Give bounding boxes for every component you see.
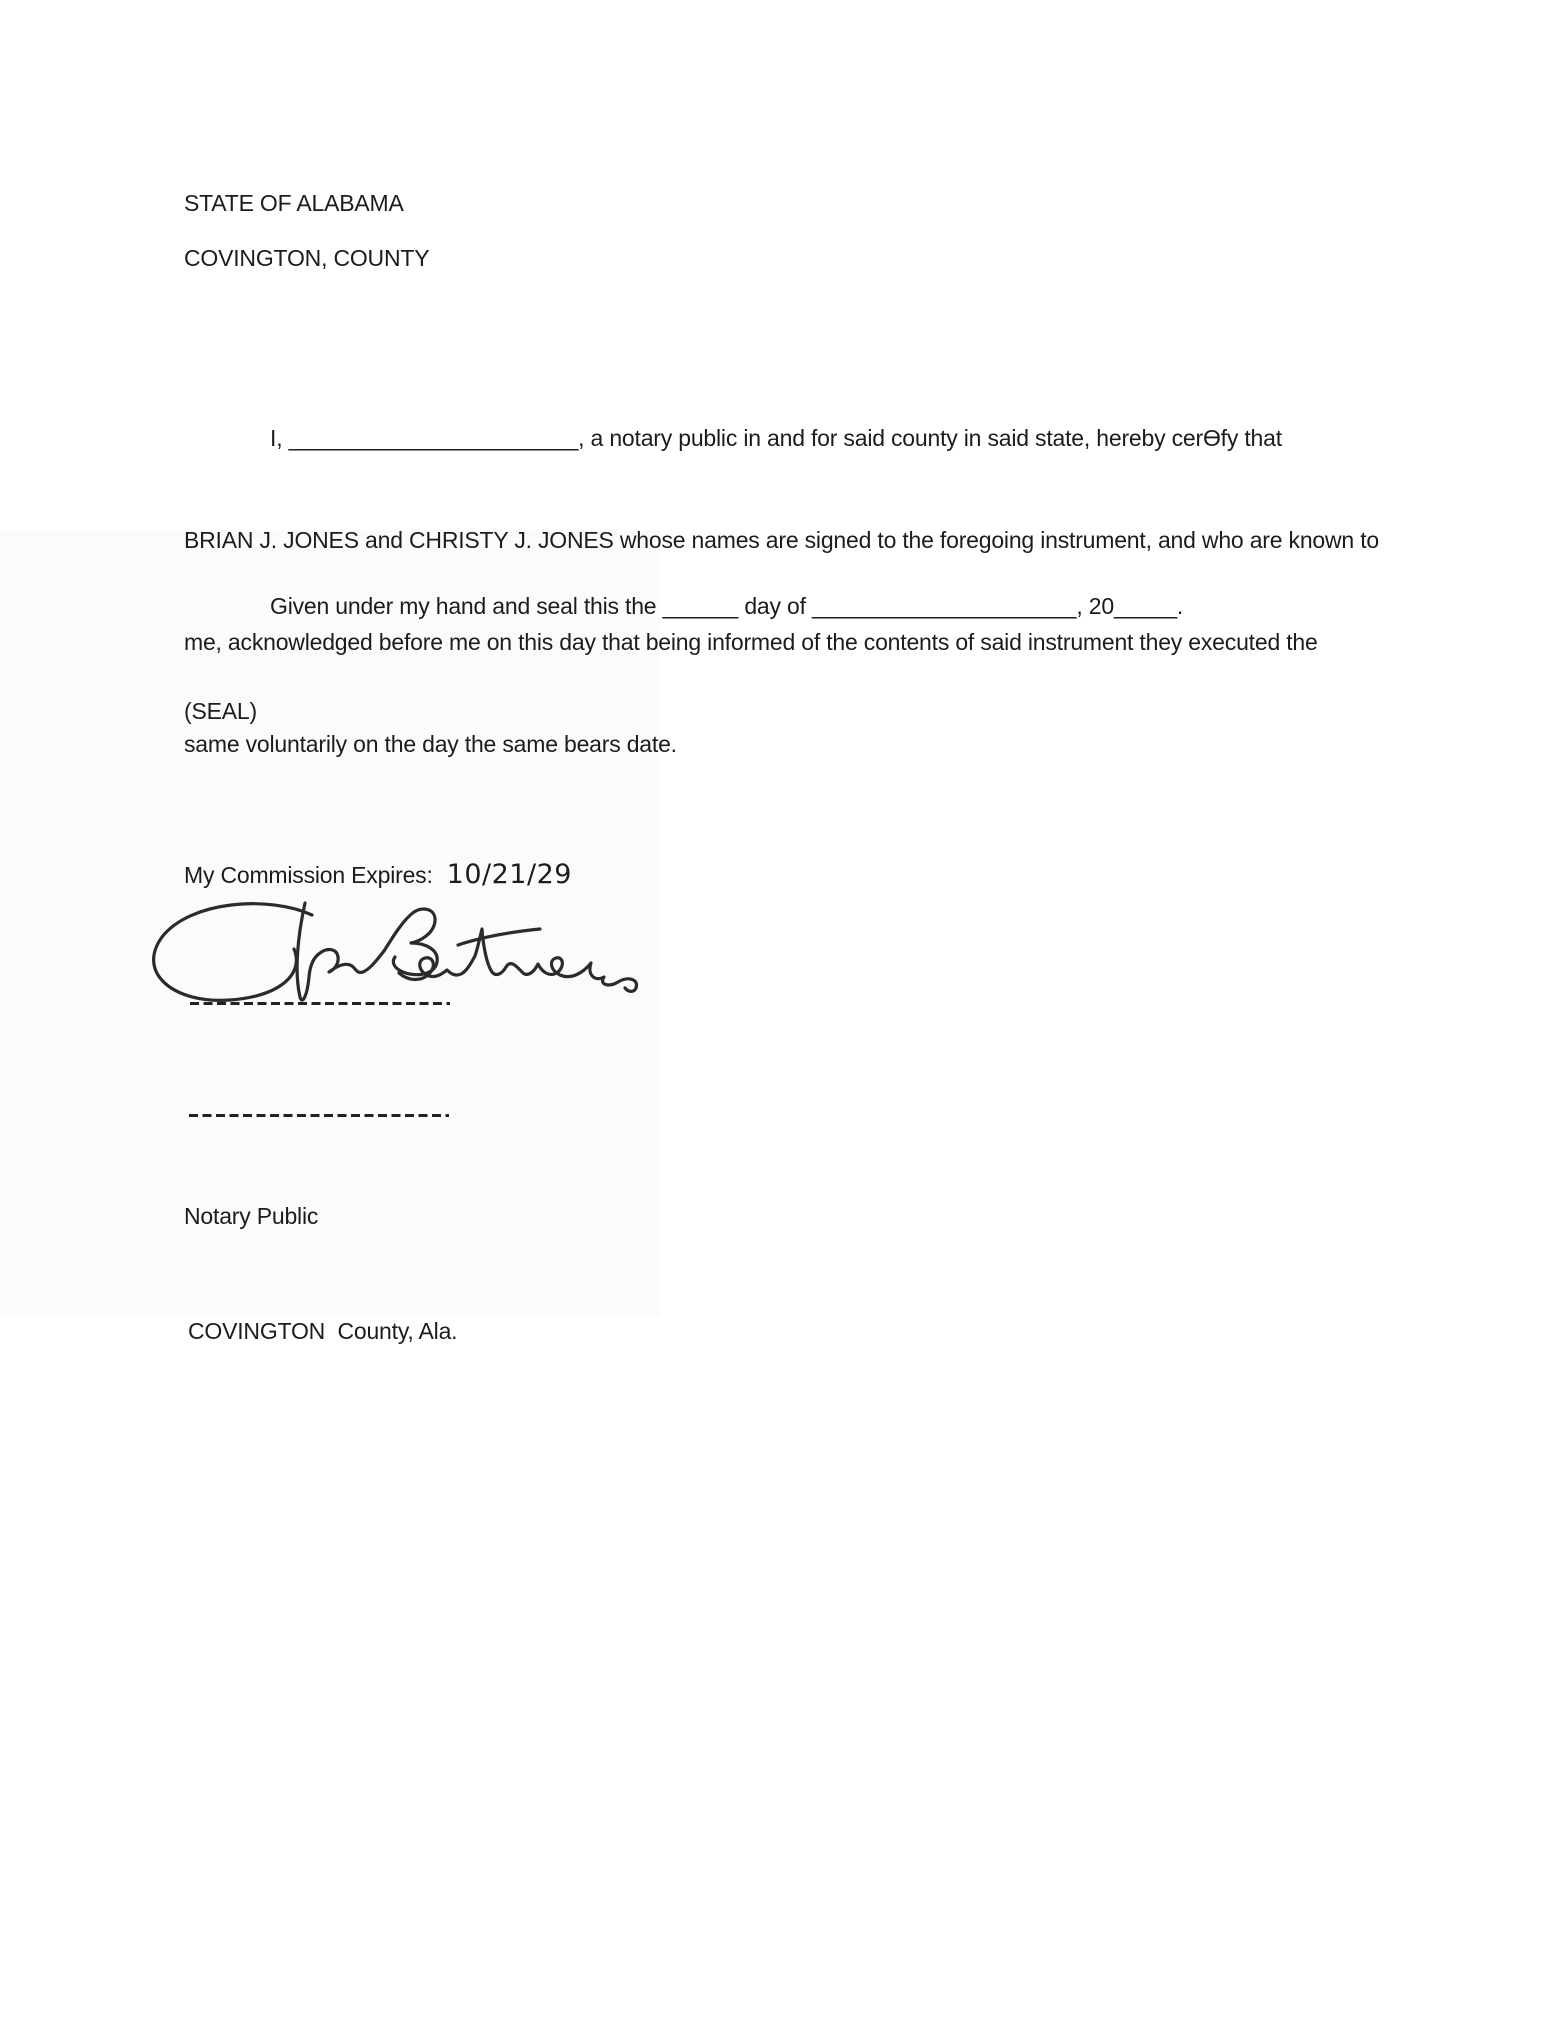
second-signature-line	[189, 1114, 449, 1117]
county-footer-line: COVINGTON County, Ala.	[188, 1318, 458, 1344]
commission-expires-label: My Commission Expires:	[184, 862, 433, 888]
state-line: STATE OF ALABAMA	[184, 190, 404, 216]
notary-public-label: Notary Public	[184, 1203, 319, 1229]
acknowledgment-line-2: BRIAN J. JONES and CHRISTY J. JONES whose names are signed to the foregoing instrument, and who are known to	[184, 527, 1379, 553]
signature-ink-icon	[140, 893, 660, 1018]
signature-line	[190, 1002, 450, 1005]
acknowledgment-line-3: me, acknowledged before me on this day that being informed of the contents of said instrument they executed the	[184, 629, 1318, 655]
seal-label: (SEAL)	[184, 698, 257, 724]
county-line: COVINGTON, COUNTY	[184, 245, 430, 271]
commission-expires-value: 10/21/29	[446, 859, 572, 890]
acknowledgment-line-4: same voluntarily on the day the same bears date.	[184, 731, 677, 757]
commission-expires-line	[184, 858, 572, 892]
given-under-hand-line: Given under my hand and seal this the ______ day of _____________________, 20_____.	[270, 593, 1184, 619]
acknowledgment-line-1: I, _______________________, a notary public in and for said county in said state, hereby cerƟfy that	[270, 425, 1282, 451]
notary-signature	[140, 893, 660, 1018]
